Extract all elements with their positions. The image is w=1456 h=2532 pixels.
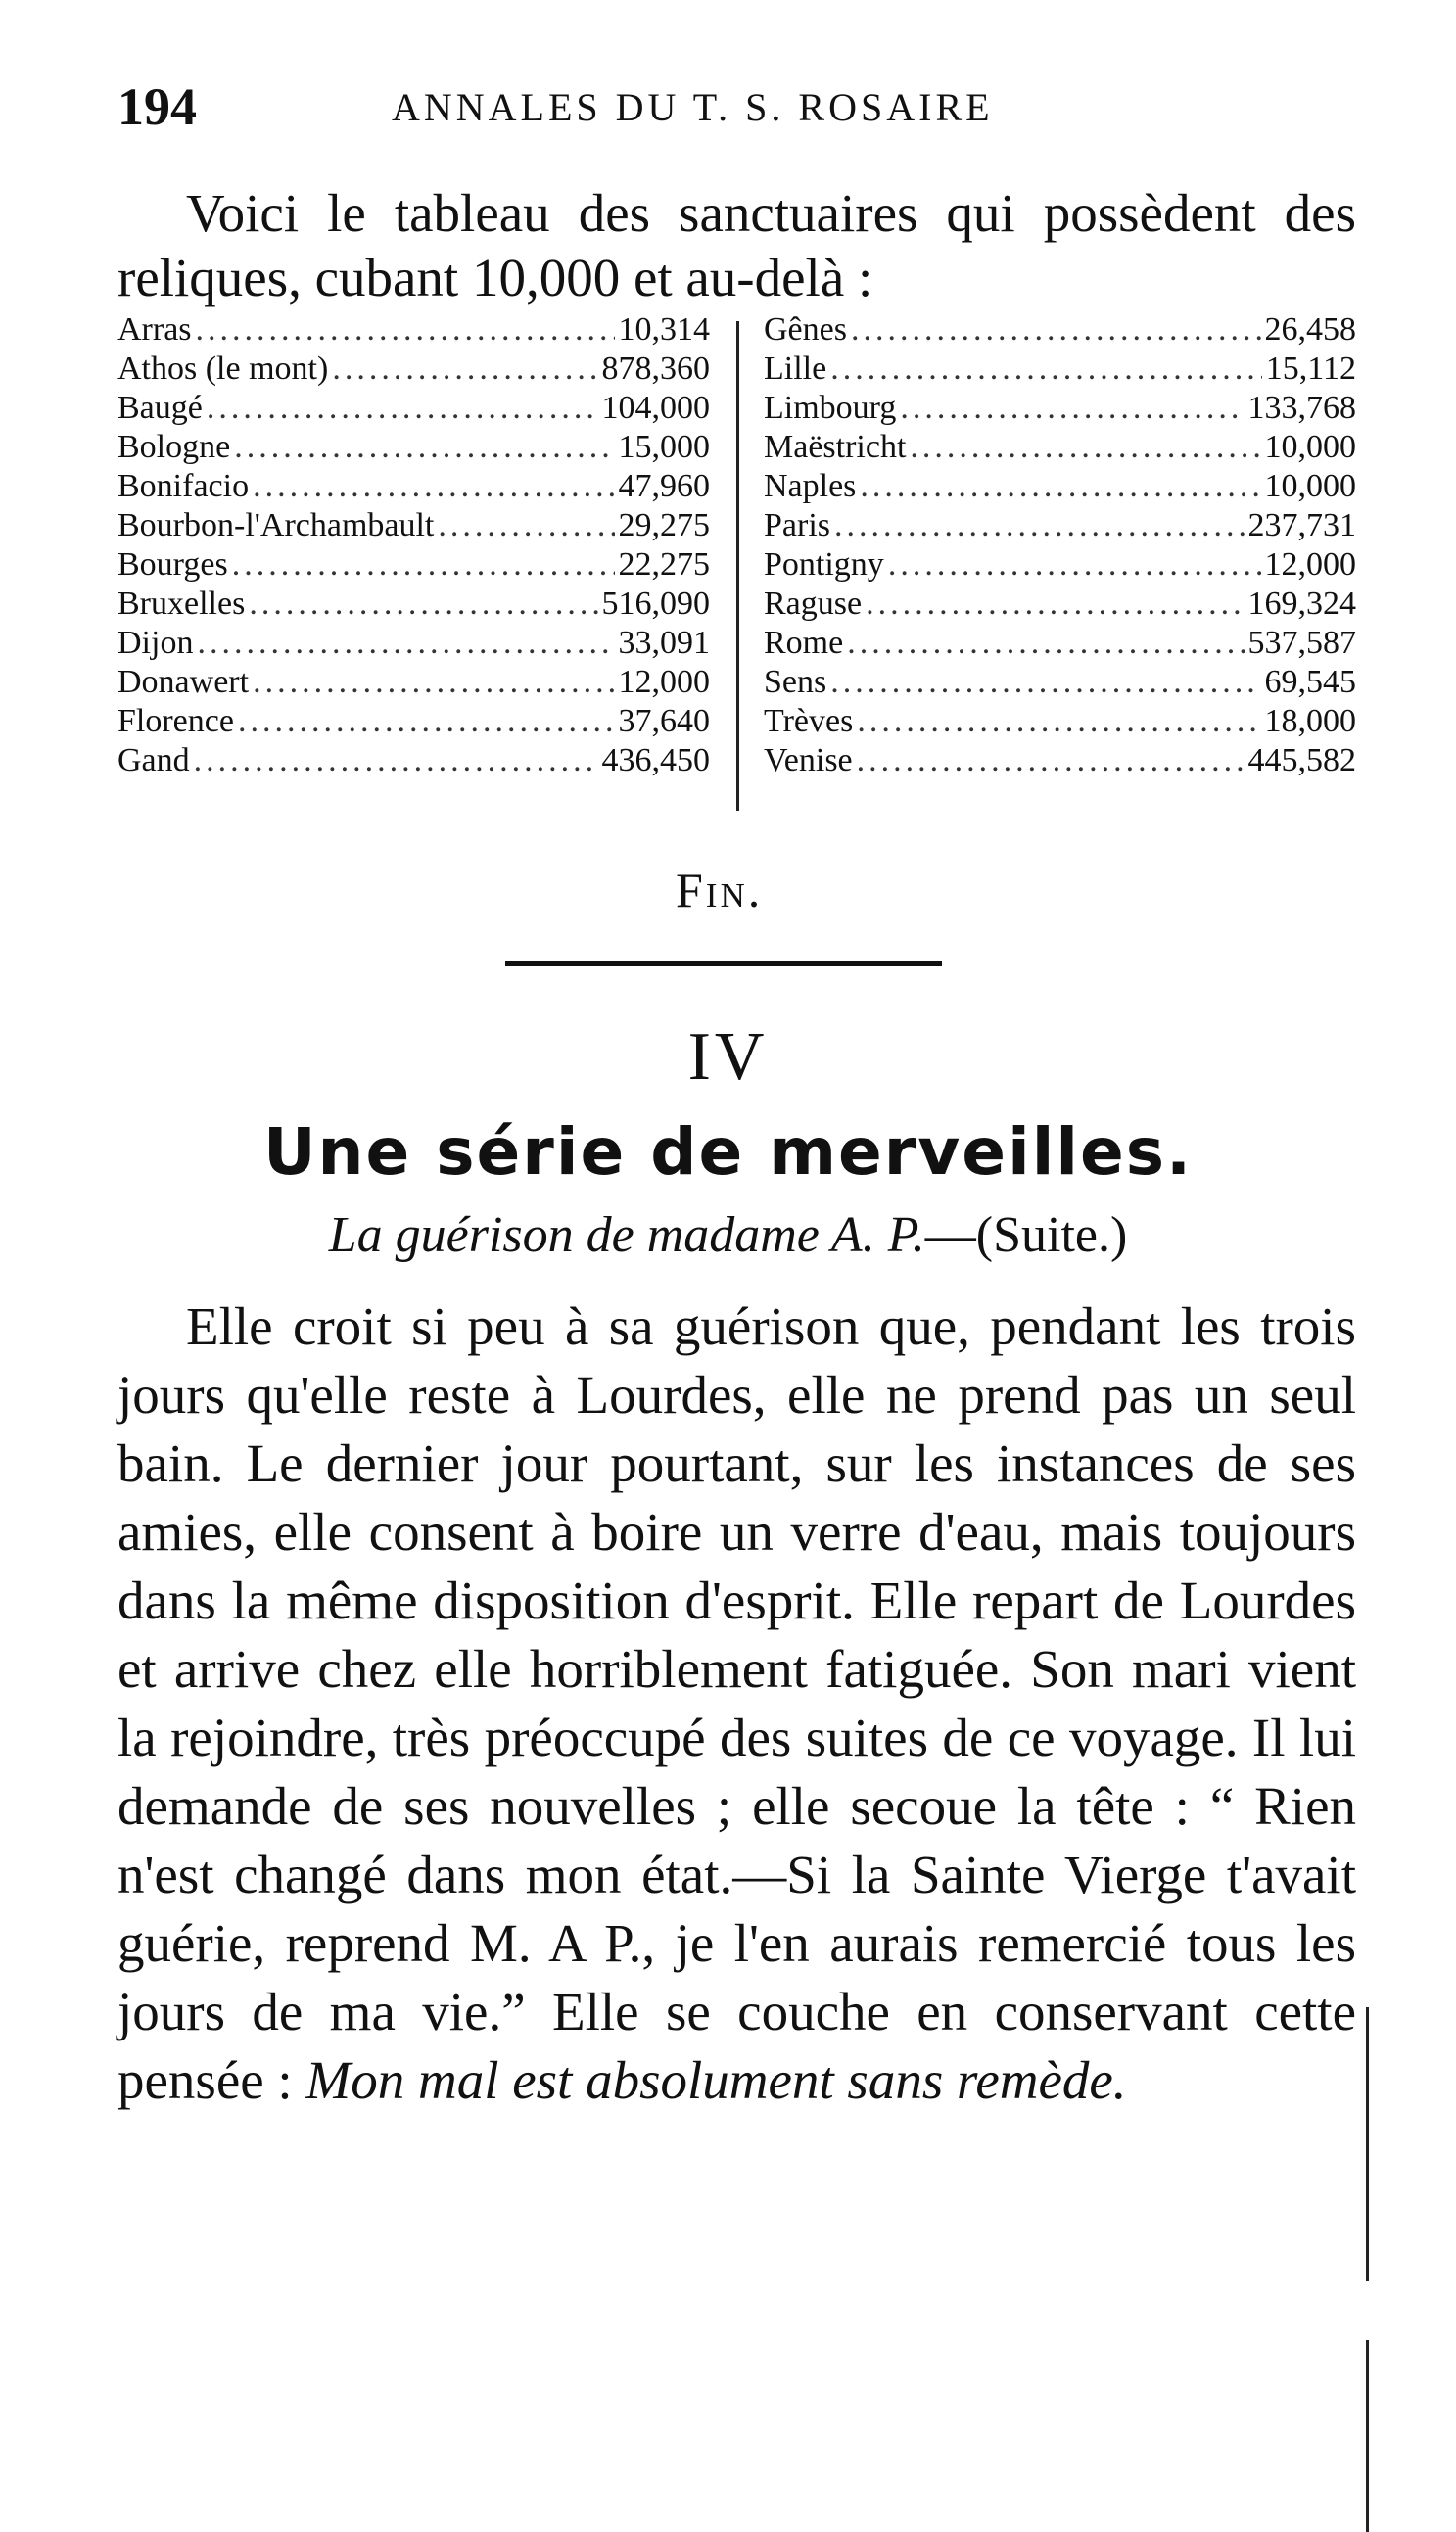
relics-volume: 878,360 bbox=[601, 351, 710, 387]
chapter-title: Une série de merveilles. bbox=[262, 1114, 1194, 1190]
relics-row bbox=[117, 742, 710, 781]
relics-row bbox=[117, 351, 710, 390]
intro-indent bbox=[117, 183, 186, 243]
relics-place: Lille bbox=[764, 351, 827, 387]
relics-volume: 22,275 bbox=[618, 546, 710, 583]
leader-dots bbox=[847, 625, 1244, 662]
chapter-number: IV bbox=[687, 1019, 769, 1095]
relics-row bbox=[764, 664, 1356, 703]
running-title: ANNALES DU T. S. ROSAIRE bbox=[392, 85, 994, 129]
relics-place: Florence bbox=[117, 703, 234, 739]
relics-row bbox=[117, 586, 710, 625]
leader-dots bbox=[866, 586, 1244, 623]
relics-row bbox=[117, 311, 710, 351]
relics-volume: 237,731 bbox=[1247, 507, 1356, 543]
leader-dots bbox=[857, 742, 1245, 779]
relics-volume: 10,314 bbox=[618, 311, 710, 348]
relics-place: Dijon bbox=[117, 625, 194, 661]
relics-place: Bologne bbox=[117, 429, 231, 465]
relics-row bbox=[117, 507, 710, 546]
body-closing-italic: Mon mal est absolument sans remède. bbox=[305, 2050, 1127, 2110]
relics-volume: 436,450 bbox=[601, 742, 710, 778]
relics-volume: 47,960 bbox=[618, 468, 710, 504]
body-text: Elle croit si peu à sa guérison que, pendant les trois jours qu'elle reste à Lourdes, elle ne prend pas un seul bain. Le dernier jour pourtant, sur les instances de ses amies, elle consent à boire un verre d'eau, mais toujours dans la même disposition d'esprit. Elle repart de Lourdes et arrive chez elle horriblement fatiguée. Son mari vient la rejoindre, très préoccupé des suites de ce voyage. Il lui demande de ses nouvelles ; elle secoue la tête : “ Rien n'est changé dans mon état.—Si la Sainte Vierge t'avait guérie, reprend M. A P., je l'en aurais remercié tous les jours de ma vie.” Elle se couche en conservant cette pensée : bbox=[117, 1296, 1356, 2110]
leader-dots bbox=[857, 703, 1260, 740]
running-head bbox=[117, 76, 1371, 135]
leader-dots bbox=[910, 429, 1260, 466]
relics-volume: 12,000 bbox=[1264, 546, 1356, 583]
fin-mark: Fin. bbox=[676, 863, 764, 917]
subtitle-suffix: —(Suite.) bbox=[924, 1207, 1128, 1263]
relics-volume: 169,324 bbox=[1247, 586, 1356, 622]
section-rule bbox=[505, 961, 942, 966]
leader-dots bbox=[888, 546, 1261, 584]
body-paragraph bbox=[117, 1292, 1356, 2115]
leader-dots bbox=[249, 586, 597, 623]
relics-place: Rome bbox=[764, 625, 844, 661]
relics-volume: 26,458 bbox=[1264, 311, 1356, 348]
chapter-subtitle bbox=[0, 1206, 1456, 1264]
relics-place: Gand bbox=[117, 742, 190, 778]
relics-row bbox=[117, 703, 710, 742]
relics-place: Pontigny bbox=[764, 546, 884, 583]
relics-place: Limbourg bbox=[764, 390, 897, 426]
relics-row bbox=[117, 625, 710, 664]
relics-row bbox=[764, 351, 1356, 390]
relics-volume: 104,000 bbox=[601, 390, 710, 426]
relics-row bbox=[117, 664, 710, 703]
relics-volume: 69,545 bbox=[1264, 664, 1356, 700]
relics-row bbox=[764, 742, 1356, 781]
page-edge-line bbox=[1366, 2340, 1369, 2532]
leader-dots bbox=[830, 664, 1260, 701]
relics-place: Bruxelles bbox=[117, 586, 246, 622]
relics-place: Bourbon-l'Archambault bbox=[117, 507, 435, 543]
relics-place: Sens bbox=[764, 664, 827, 700]
relics-row bbox=[117, 468, 710, 507]
leader-dots bbox=[830, 351, 1262, 388]
relics-row bbox=[764, 546, 1356, 586]
relics-column-right bbox=[764, 311, 1356, 781]
relics-row bbox=[764, 625, 1356, 664]
page-number: 194 bbox=[117, 77, 197, 136]
relics-place: Arras bbox=[117, 311, 192, 348]
leader-dots bbox=[197, 625, 614, 662]
relics-volume: 29,275 bbox=[618, 507, 710, 543]
relics-volume: 445,582 bbox=[1247, 742, 1356, 778]
relics-row bbox=[764, 390, 1356, 429]
page-edge-line bbox=[1366, 2007, 1369, 2281]
relics-place: Bourges bbox=[117, 546, 228, 583]
intro-paragraph bbox=[117, 181, 1356, 310]
subtitle-italic: La guérison de madame A. P. bbox=[328, 1207, 925, 1263]
leader-dots bbox=[438, 507, 614, 544]
relics-volume: 537,587 bbox=[1247, 625, 1356, 661]
relics-volume: 33,091 bbox=[618, 625, 710, 661]
leader-dots bbox=[234, 429, 614, 466]
relics-place: Maëstricht bbox=[764, 429, 907, 465]
relics-place: Trèves bbox=[764, 703, 854, 739]
column-divider bbox=[736, 321, 739, 811]
leader-dots bbox=[834, 507, 1245, 544]
relics-volume: 10,000 bbox=[1264, 429, 1356, 465]
leader-dots bbox=[238, 703, 615, 740]
leader-dots bbox=[253, 468, 614, 505]
relics-row bbox=[117, 429, 710, 468]
relics-place: Bonifacio bbox=[117, 468, 250, 504]
relics-volume: 133,768 bbox=[1247, 390, 1356, 426]
relics-row bbox=[764, 507, 1356, 546]
relics-volume: 37,640 bbox=[618, 703, 710, 739]
leader-dots bbox=[332, 351, 597, 388]
relics-column-left bbox=[117, 311, 710, 781]
leader-dots bbox=[253, 664, 614, 701]
relics-place: Paris bbox=[764, 507, 830, 543]
body-indent bbox=[117, 1296, 186, 1356]
relics-place: Raguse bbox=[764, 586, 863, 622]
relics-volume: 15,000 bbox=[618, 429, 710, 465]
relics-place: Gênes bbox=[764, 311, 847, 348]
leader-dots bbox=[232, 546, 615, 584]
leader-dots bbox=[194, 742, 598, 779]
relics-table bbox=[117, 311, 1356, 821]
relics-volume: 18,000 bbox=[1264, 703, 1356, 739]
relics-place: Athos (le mont) bbox=[117, 351, 329, 387]
relics-row bbox=[117, 390, 710, 429]
relics-place: Naples bbox=[764, 468, 857, 504]
relics-volume: 15,112 bbox=[1265, 351, 1356, 387]
relics-row bbox=[764, 703, 1356, 742]
intro-text: Voici le tableau des sanctuaires qui possèdent des reliques, cubant 10,000 et au-delà : bbox=[117, 183, 1356, 307]
leader-dots bbox=[900, 390, 1244, 427]
relics-row bbox=[764, 429, 1356, 468]
relics-place: Baugé bbox=[117, 390, 203, 426]
relics-row bbox=[764, 311, 1356, 351]
relics-volume: 12,000 bbox=[618, 664, 710, 700]
relics-place: Donawert bbox=[117, 664, 250, 700]
leader-dots bbox=[860, 468, 1260, 505]
leader-dots bbox=[207, 390, 598, 427]
relics-volume: 10,000 bbox=[1264, 468, 1356, 504]
relics-row bbox=[764, 468, 1356, 507]
leader-dots bbox=[851, 311, 1261, 349]
relics-volume: 516,090 bbox=[601, 586, 710, 622]
relics-place: Venise bbox=[764, 742, 853, 778]
relics-row bbox=[117, 546, 710, 586]
leader-dots bbox=[196, 311, 615, 349]
relics-row bbox=[764, 586, 1356, 625]
